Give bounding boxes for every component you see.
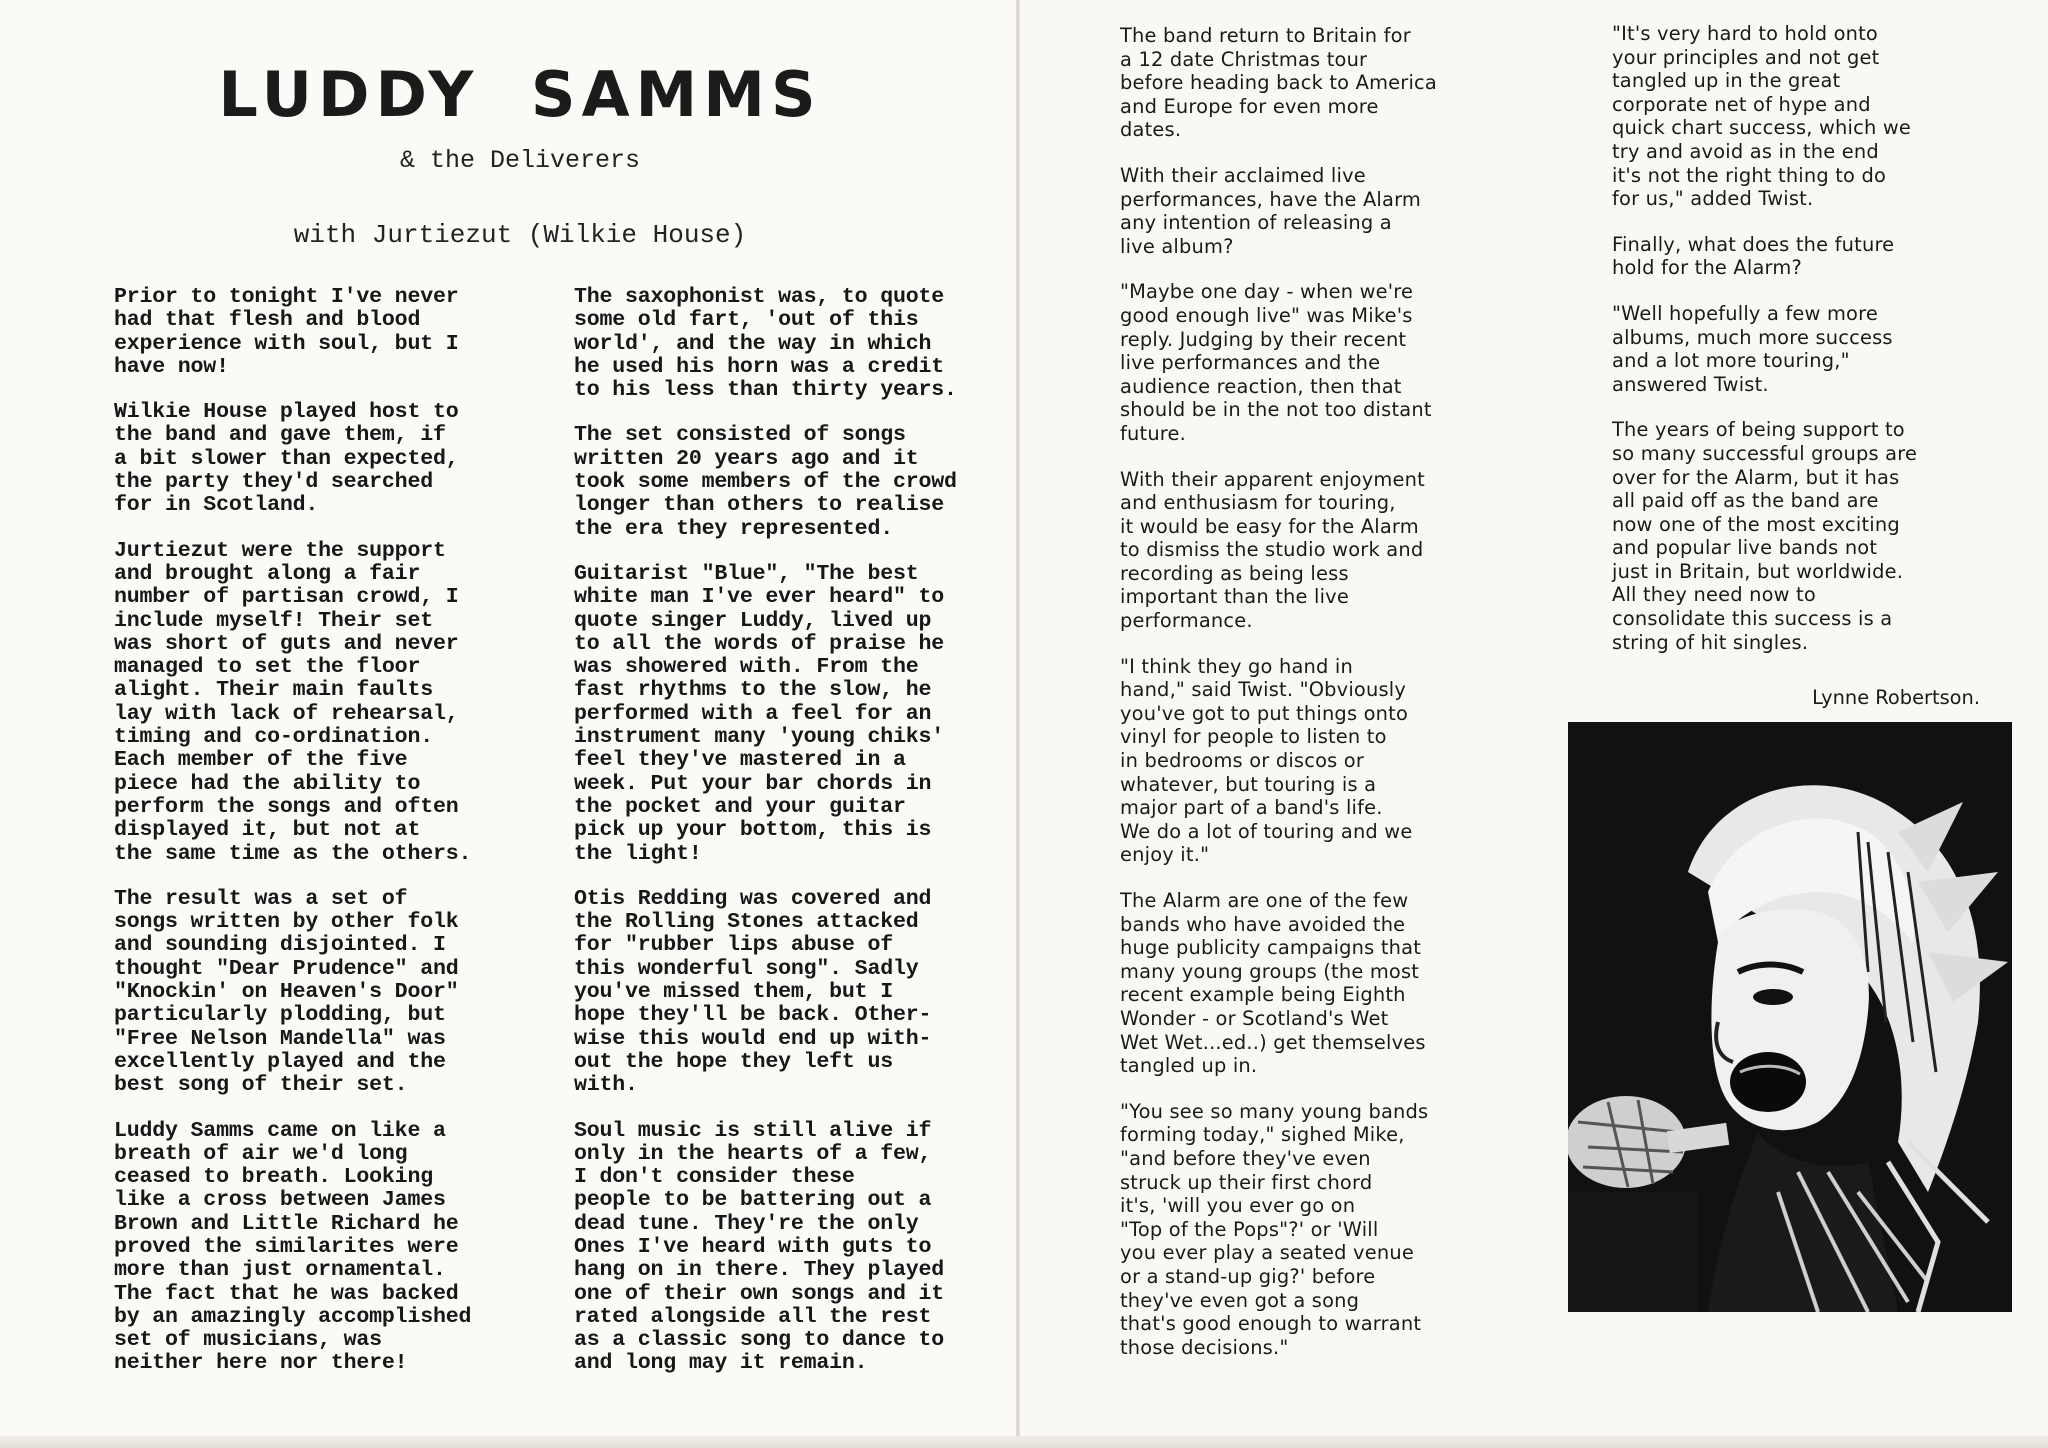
review-column-2 bbox=[574, 286, 1014, 1398]
singer-photo-illustration bbox=[1568, 722, 2012, 1312]
paragraph: Soul music is still alive if only in the hearts of a few, I don't consider these people to be battering out a dead tune. They're the only Ones I've heard with guts to hang on in there. They played one of their own songs and it rated alongside all the rest as a classic song to dance to and long may it remain. bbox=[574, 1118, 944, 1376]
paragraph: The set consisted of songs written 20 years ago and it took some members of the crowd longer than others to realise the era they represented. bbox=[574, 423, 957, 541]
paragraph: With their apparent enjoyment and enthusiasm for touring, it would be easy for the Alarm to dismiss the studio work and recording as being less important than the live performance. bbox=[1120, 467, 1425, 633]
interview-column-2 bbox=[1612, 22, 2022, 676]
paragraph: "Maybe one day - when we're good enough live" was Mike's reply. Judging by their recent live performances and the audience reaction, then that should be in the not too distant future. bbox=[1120, 280, 1432, 445]
paragraph: Luddy Samms came on like a breath of air we'd long ceased to breath. Looking like a cross between James Brown and Little Richard he proved the similarites were more than just ornamental. The fact that he was backed by an amazingly accomplished set of musicians, was neither here nor there! bbox=[114, 1118, 472, 1376]
page-fold bbox=[1016, 0, 1020, 1448]
paragraph: The result was a set of songs written by other folk and sounding disjointed. I thought "Dear Prudence" and "Knockin' on Heaven's Door" particularly plodding, but "Free Nelson Mandella" was excellently played and the best song of their set. bbox=[114, 886, 459, 1098]
paragraph: "It's very hard to hold onto your principles and not get tangled up in the great corporate net of hype and quick chart success, which we try and avoid as in the end it's not the right thing to do for us," added Twist. bbox=[1612, 22, 1912, 211]
singer-photo bbox=[1568, 722, 2012, 1312]
paragraph: Finally, what does the future hold for the Alarm? bbox=[1612, 232, 1895, 280]
paragraph: The saxophonist was, to quote some old fart, 'out of this world', and the way in which he used his horn was a credit to his less than thirty years. bbox=[574, 285, 957, 403]
paragraph: Wilkie House played host to the band and gave them, if a bit slower than expected, the party they'd searched for in Scotland. bbox=[114, 400, 459, 518]
paragraph: The Alarm are one of the few bands who have avoided the huge publicity campaigns that many young groups (the most recent example being Eighth Wonder - or Scotland's Wet Wet Wet...ed..) get themselves tangled up in. bbox=[1120, 889, 1426, 1078]
paragraph: Jurtiezut were the support and brought along a fair number of partisan crowd, I include myself! Their set was short of guts and never managed to set the floor alight. Their main faults lay with lack of rehearsal, timing and co-ordination. Each member of the five piece had the ability to perform the songs and often displayed it, but not at the same time as the others. bbox=[114, 538, 472, 866]
paragraph: The band return to Britain for a 12 date Christmas tour before heading back to America and Europe for even more dates. bbox=[1120, 24, 1437, 142]
paragraph: Prior to tonight I've never had that flesh and blood experience with soul, but I have now! bbox=[114, 285, 459, 379]
paragraph: The years of being support to so many successful groups are over for the Alarm, but it has all paid off as the band are now one of the most exciting and popular live bands not just in Britain, but worldwide. All they need now to consolidate this success is a string of hit singles. bbox=[1612, 418, 1918, 654]
interview-column-1 bbox=[1120, 24, 1550, 1381]
paragraph: "You see so many young bands forming today," sighed Mike, "and before they've even struck up their first chord it's, 'will you ever go on "Top of the Pops"?' or 'Will you ever play a seated venue or a stand-up gig?' before they've even got a song that's good enough to warrant those decisions." bbox=[1120, 1099, 1429, 1359]
author-byline: Lynne Robertson. bbox=[1812, 686, 1980, 709]
review-column-1 bbox=[114, 286, 534, 1398]
paragraph: "Well hopefully a few more albums, much more success and a lot more touring," answered Twist. bbox=[1612, 301, 1893, 396]
article-subtitle: & the Deliverers bbox=[399, 146, 641, 175]
article-title: LUDDY SAMMS bbox=[218, 58, 822, 131]
paragraph: With their acclaimed live performances, have the Alarm any intention of releasing a live album? bbox=[1120, 163, 1421, 258]
support-act-line: with Jurtiezut (Wilkie House) bbox=[293, 220, 747, 250]
paragraph: "I think they go hand in hand," said Twist. "Obviously you've got to put things onto vinyl for people to listen to in bedrooms or discos or whatever, but touring is a major part of a band's life. We do a lot of touring and we enjoy it." bbox=[1120, 654, 1413, 867]
paper-bottom-edge bbox=[0, 1436, 2048, 1448]
paragraph: Otis Redding was covered and the Rolling Stones attacked for "rubber lips abuse of this wonderful song". Sadly you've missed them, but I hope they'll be back. Other- wise this would end up with- out the hope they left us with. bbox=[574, 886, 932, 1098]
paragraph: Guitarist "Blue", "The best white man I've ever heard" to quote singer Luddy, lived up to all the words of praise he was showered with. From the fast rhythms to the slow, he performed with a feel for an instrument many 'young chiks' feel they've mastered in a week. Put your bar chords in the pocket and your guitar pick up your bottom, this is the light! bbox=[574, 561, 944, 866]
